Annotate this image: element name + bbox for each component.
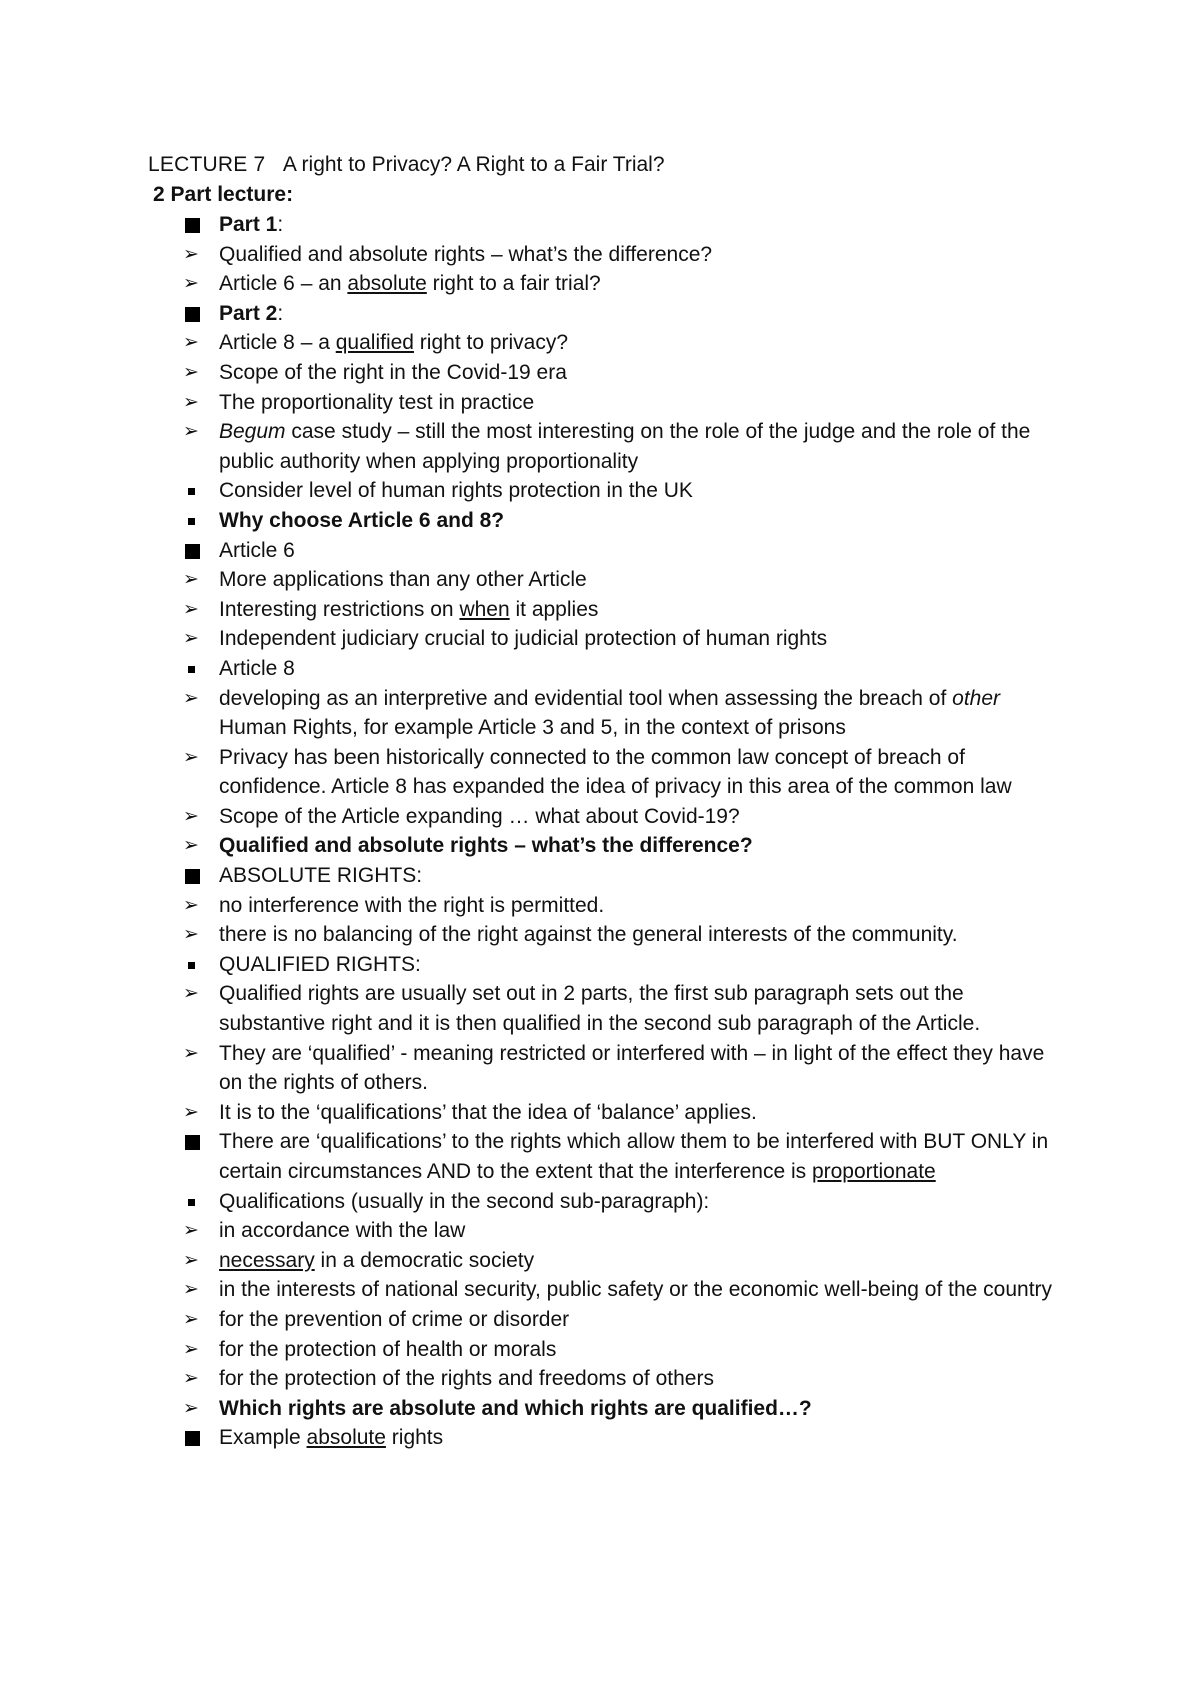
list-item-text [219,1098,1068,1128]
bullet-marker [148,358,219,388]
list-item [148,269,1068,299]
bullet-marker [148,299,219,329]
list-item-text [219,565,1068,595]
list-item-text [219,1127,1068,1186]
text-run: for the prevention of crime or disorder [219,1307,570,1331]
list-item-text [219,417,1068,476]
list-item-text [219,299,1068,329]
list-item-text [219,920,1068,950]
small-square-bullet-icon [188,666,195,673]
bullet-marker [148,1364,219,1394]
list-item-text [219,743,1068,802]
list-item [148,1187,1068,1217]
text-run: other [952,686,1001,710]
list-item [148,920,1068,950]
list-item-text [219,328,1068,358]
arrowhead-bullet-icon: ➢ [183,273,199,295]
text-run: when [459,597,510,621]
bullet-marker [148,565,219,595]
lecture-topic: A right to Privacy? A Right to a Fair Trial? [282,153,665,176]
arrowhead-bullet-icon: ➢ [183,1308,199,1330]
bullet-marker [148,743,219,773]
list-item-text [219,950,1068,980]
bullet-marker [148,1216,219,1246]
arrowhead-bullet-icon: ➢ [183,1220,199,1242]
text-run: case study – still the most interesting on the role of the judge and the role of the public authority when applying proportionality [219,420,1031,473]
list-item [148,1364,1068,1394]
list-item-text [219,1335,1068,1365]
bullet-marker [148,1098,219,1128]
bullet-marker [148,1246,219,1276]
text-run: no interference with the right is permitted. [219,893,605,917]
arrowhead-bullet-icon: ➢ [183,361,199,383]
text-run: Begum [219,420,286,444]
arrowhead-bullet-icon: ➢ [183,1368,199,1390]
bullet-marker [148,920,219,950]
bullet-marker [148,1394,219,1424]
arrowhead-bullet-icon: ➢ [183,983,199,1005]
bullet-marker [148,328,219,358]
square-bullet-icon [185,307,200,322]
text-run: for the protection of the rights and freedoms of others [219,1367,714,1391]
text-run: in the interests of national security, public safety or the economic well-being of the country [219,1278,1053,1302]
list-item-text [219,684,1068,743]
text-run: rights [385,1426,444,1450]
text-run: right to privacy? [413,331,569,355]
list-item-text [219,1246,1068,1276]
list-item [148,1098,1068,1128]
list-item [148,1246,1068,1276]
text-run: It is to the ‘qualifications’ that the idea of ‘balance’ applies. [219,1100,757,1124]
text-run: in a democratic society [314,1248,535,1272]
list-item-text [219,831,1068,861]
arrowhead-bullet-icon: ➢ [183,628,199,650]
list-item [148,1127,1068,1186]
text-run: for the protection of health or morals [219,1337,557,1361]
text-run: Article 6 – an [219,272,348,296]
list-item-text [219,506,1068,536]
arrowhead-bullet-icon: ➢ [183,1042,199,1064]
list-item-text [219,1305,1068,1335]
list-item-text [219,269,1068,299]
list-item [148,506,1068,536]
bullet-marker [148,210,219,240]
list-item [148,743,1068,802]
list-item-text [219,240,1068,270]
list-item [148,476,1068,506]
square-bullet-icon [185,1135,200,1150]
text-run: QUALIFIED RIGHTS: [219,952,421,976]
text-run: necessary [219,1248,315,1272]
text-run: Example [219,1426,307,1450]
text-run: Article 8 [219,656,295,680]
list-item-text [219,654,1068,684]
bullet-marker [148,891,219,921]
text-run: Human Rights, for example Article 3 and 5, in the context of prisons [219,716,846,740]
list-item [148,240,1068,270]
list-item-text [219,802,1068,832]
text-run: in accordance with the law [219,1219,466,1243]
bullet-marker [148,269,219,299]
square-bullet-icon [185,544,200,559]
list-item [148,1394,1068,1424]
list-item [148,1039,1068,1098]
arrowhead-bullet-icon: ➢ [183,569,199,591]
bullet-marker [148,831,219,861]
arrowhead-bullet-icon: ➢ [183,1249,199,1271]
bullet-marker [148,950,219,980]
bullet-marker [148,417,219,447]
text-run: Consider level of human rights protection in the UK [219,479,693,503]
text-run: Qualified rights are usually set out in 2 parts, the first sub paragraph sets out the substantive right and it is then qualified in the second sub paragraph of the Article. [219,982,981,1036]
list-item [148,595,1068,625]
square-bullet-icon [185,869,200,884]
arrowhead-bullet-icon: ➢ [183,924,199,946]
text-run: it applies [509,597,599,621]
bullet-marker [148,979,219,1009]
list-item [148,328,1068,358]
bullet-marker [148,1039,219,1069]
text-run: Which rights are absolute and which rights are qualified…? [219,1396,812,1420]
list-item-text [219,358,1068,388]
small-square-bullet-icon [188,518,195,525]
list-item-text [219,1039,1068,1098]
text-run: Independent judiciary crucial to judicial protection of human rights [219,627,828,651]
list-item-text [219,624,1068,654]
list-item [148,802,1068,832]
list-item-text [219,210,1068,240]
text-run: Article 6 [219,538,295,562]
arrowhead-bullet-icon: ➢ [183,598,199,620]
text-run: Qualified and absolute rights – what’s the difference? [219,242,713,266]
square-bullet-icon [185,218,200,233]
text-run: there is no balancing of the right against the general interests of the community. [219,923,958,947]
arrowhead-bullet-icon: ➢ [183,687,199,709]
arrowhead-bullet-icon: ➢ [183,746,199,768]
small-square-bullet-icon [188,1199,195,1206]
text-run: Part 1 [219,213,278,236]
text-run: : [277,301,284,325]
arrowhead-bullet-icon: ➢ [183,421,199,443]
document-body [148,150,1068,1453]
list-item [148,654,1068,684]
text-run: Interesting restrictions on [219,597,460,621]
list-item [148,1275,1068,1305]
bullet-marker [148,1187,219,1217]
bullet-marker [148,684,219,714]
arrowhead-bullet-icon: ➢ [183,391,199,413]
list-item [148,831,1068,861]
text-run: Why choose Article 6 and 8? [219,508,505,532]
list-item [148,979,1068,1038]
arrowhead-bullet-icon: ➢ [183,243,199,265]
bullet-marker [148,802,219,832]
list-item [148,624,1068,654]
text-run: : [277,213,284,236]
list-item [148,891,1068,921]
bullet-marker [148,595,219,625]
arrowhead-bullet-icon: ➢ [183,332,199,354]
arrowhead-bullet-icon: ➢ [183,1279,199,1301]
text-run: There are ‘qualifications’ to the rights which allow them to be interfered with BUT ONLY in certain circumstances AND to the extent that the interference is [219,1130,1049,1183]
list-item-text [219,979,1068,1038]
list-item-text [219,476,1068,506]
list-item [148,417,1068,476]
bullet-marker [148,506,219,536]
list-item-text [219,1187,1068,1217]
arrowhead-bullet-icon: ➢ [183,894,199,916]
list-item [148,950,1068,980]
list-item [148,861,1068,891]
list-item-text [219,1216,1068,1246]
list-item-text [219,1275,1068,1305]
square-bullet-icon [185,1431,200,1446]
small-square-bullet-icon [188,962,195,969]
list-item-text [219,1423,1068,1453]
lecture-number: LECTURE 7 [148,153,266,176]
list-item-text [219,1364,1068,1394]
bullet-marker [148,654,219,684]
bullet-marker [148,1127,219,1157]
lecture-subtitle: 2 Part lecture: [153,183,294,206]
arrowhead-bullet-icon: ➢ [183,1397,199,1419]
text-run: The proportionality test in practice [219,390,535,414]
list-item [148,1423,1068,1453]
arrowhead-bullet-icon: ➢ [183,835,199,857]
text-run: Qualified and absolute rights – what’s the difference? [219,834,753,858]
lecture-title [148,150,1068,180]
list-item-text [219,1394,1068,1424]
text-run: Qualifications (usually in the second sub-paragraph): [219,1189,710,1213]
bullet-marker [148,624,219,654]
text-run: Part 2 [219,301,278,325]
text-run: ABSOLUTE RIGHTS: [219,864,423,888]
bullet-marker [148,1275,219,1305]
list-item [148,684,1068,743]
text-run: right to a fair trial? [426,272,601,296]
list-item [148,565,1068,595]
text-run: Privacy has been historically connected to the common law concept of breach of confidence. Article 8 has expanded the idea of privacy in this area of the common law [219,745,1012,799]
list-item [148,358,1068,388]
bullet-marker [148,861,219,891]
text-run: Article 8 – a [219,331,336,355]
list-item [148,536,1068,566]
text-run: More applications than any other Article [219,568,587,592]
bullet-marker [148,1305,219,1335]
text-run: Scope of the Article expanding … what about Covid-19? [219,804,740,828]
bullet-marker [148,388,219,418]
list-item-text [219,595,1068,625]
bullet-marker [148,536,219,566]
list-item [148,1305,1068,1335]
list-item-text [219,536,1068,566]
bullet-marker [148,1335,219,1365]
list-item [148,210,1068,240]
list-item-text [219,388,1068,418]
small-square-bullet-icon [188,488,195,495]
text-run: developing as an interpretive and evidential tool when assessing the breach of [219,686,953,710]
list-item-text [219,861,1068,891]
list-item-text [219,891,1068,921]
text-run: absolute [347,272,427,296]
bullet-marker [148,240,219,270]
list-item [148,1335,1068,1365]
text-run: absolute [306,1426,386,1450]
arrowhead-bullet-icon: ➢ [183,1101,199,1123]
text-run: qualified [335,331,414,355]
text-run: Scope of the right in the Covid-19 era [219,360,567,384]
list-item [148,388,1068,418]
list-item [148,1216,1068,1246]
list-item [148,299,1068,329]
bullet-marker [148,476,219,506]
text-run: proportionate [811,1160,936,1183]
arrowhead-bullet-icon: ➢ [183,805,199,827]
text-run: They are ‘qualified’ - meaning restricted or interfered with – in light of the effect they have on the rights of others. [219,1041,1045,1095]
bullet-marker [148,1423,219,1453]
bullet-list [148,210,1068,1453]
arrowhead-bullet-icon: ➢ [183,1338,199,1360]
